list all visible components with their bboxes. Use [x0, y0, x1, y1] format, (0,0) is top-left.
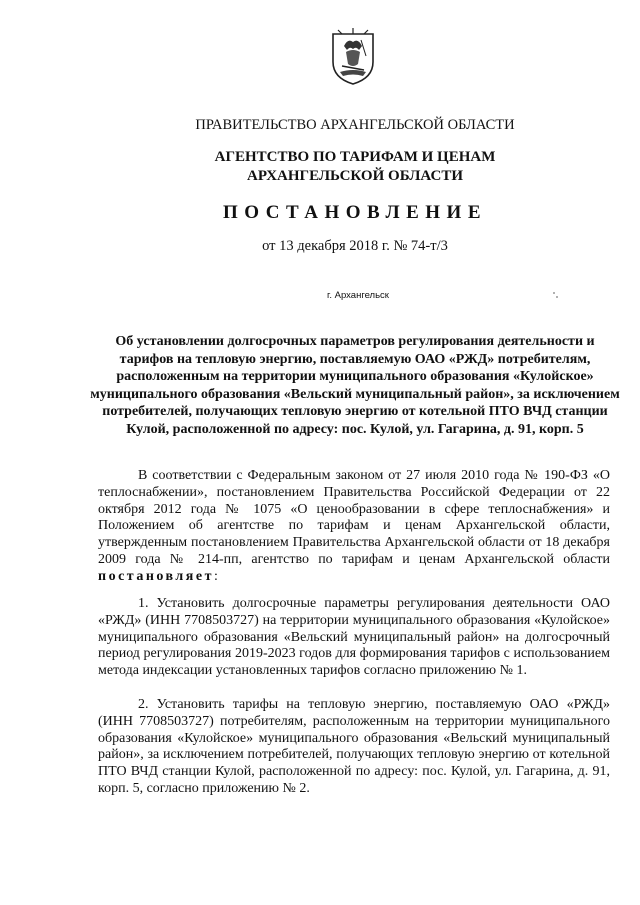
resolves-colon: :: [213, 568, 218, 584]
decree-title: Об установлении долгосрочных параметров регулирования деятельности и тарифов на тепловую энергию, поставляемую ОАО «РЖД» потребителям, расположенным на территории муниципального образования «Кулойское» муниципального образования «Вельский муниципальный район», за исключением потребителей, получающих тепловую энергию от котельной ПТО ВЧД станции Кулой, расположенной по адресу: пос. Кулой, ул. Гагарина, д. 91, корп. 5: [90, 334, 620, 437]
government-name: ПРАВИТЕЛЬСТВО АРХАНГЕЛЬСКОЙ ОБЛАСТИ: [195, 117, 515, 133]
item-1-paragraph: 1. Установить долгосрочные параметры регулирования деятельности ОАО «РЖД» (ИНН 7708503727) на территории муниципального образования «Кулойское» муниципального образования «Вельский муниципальный район» на долгосрочный период регулирования 2019-2023 годов для формирования тарифов с использованием метода индексации установленных тарифов согласно приложению № 1.: [98, 596, 610, 679]
city-name: г. Архангельск: [327, 290, 389, 301]
document-type: ПОСТАНОВЛЕНИЕ: [222, 202, 488, 223]
resolves-word: постановляет: [98, 568, 214, 584]
scan-speck: [556, 296, 558, 298]
agency-name-line1: АГЕНТСТВО ПО ТАРИФАМ И ЦЕНАМ: [214, 149, 496, 165]
decree-date-number: от 13 декабря 2018 г. № 74-т/3: [262, 238, 448, 254]
agency-name: [0, 148, 640, 186]
preamble-paragraph: [98, 468, 610, 586]
item-2-paragraph: 2. Установить тарифы на тепловую энергию, поставляемую ОАО «РЖД» (ИНН 7708503727) потребителям, расположенным на территории муниципального образования «Кулойское» муниципального образования «Вельский муниципальный район», за исключением потребителей, получающих тепловую энергию от котельной ПТО ВЧД станции Кулой, расположенной по адресу: пос. Кулой, ул. Гагарина, д. 91, корп. 5, согласно приложению № 2.: [98, 697, 610, 796]
scan-speck: [553, 292, 555, 294]
coat-of-arms-icon: [330, 28, 376, 86]
preamble-text: В соответствии с Федеральным законом от 27 июля 2010 года № 190-ФЗ «О теплоснабжении», постановлением Правительства Российской Федерации от 22 октября 2012 года № 1075 «О ценообразовании в сфере теплоснабжения» и Положением об агентстве по тарифам и ценам Архангельской области, утвержденным постановлением Правительства Архангельской области от 18 декабря 2009 года № 214-пп, агентство по тарифам и ценам Архангельской области: [98, 468, 610, 567]
agency-name-line2: АРХАНГЕЛЬСКОЙ ОБЛАСТИ: [247, 168, 463, 184]
